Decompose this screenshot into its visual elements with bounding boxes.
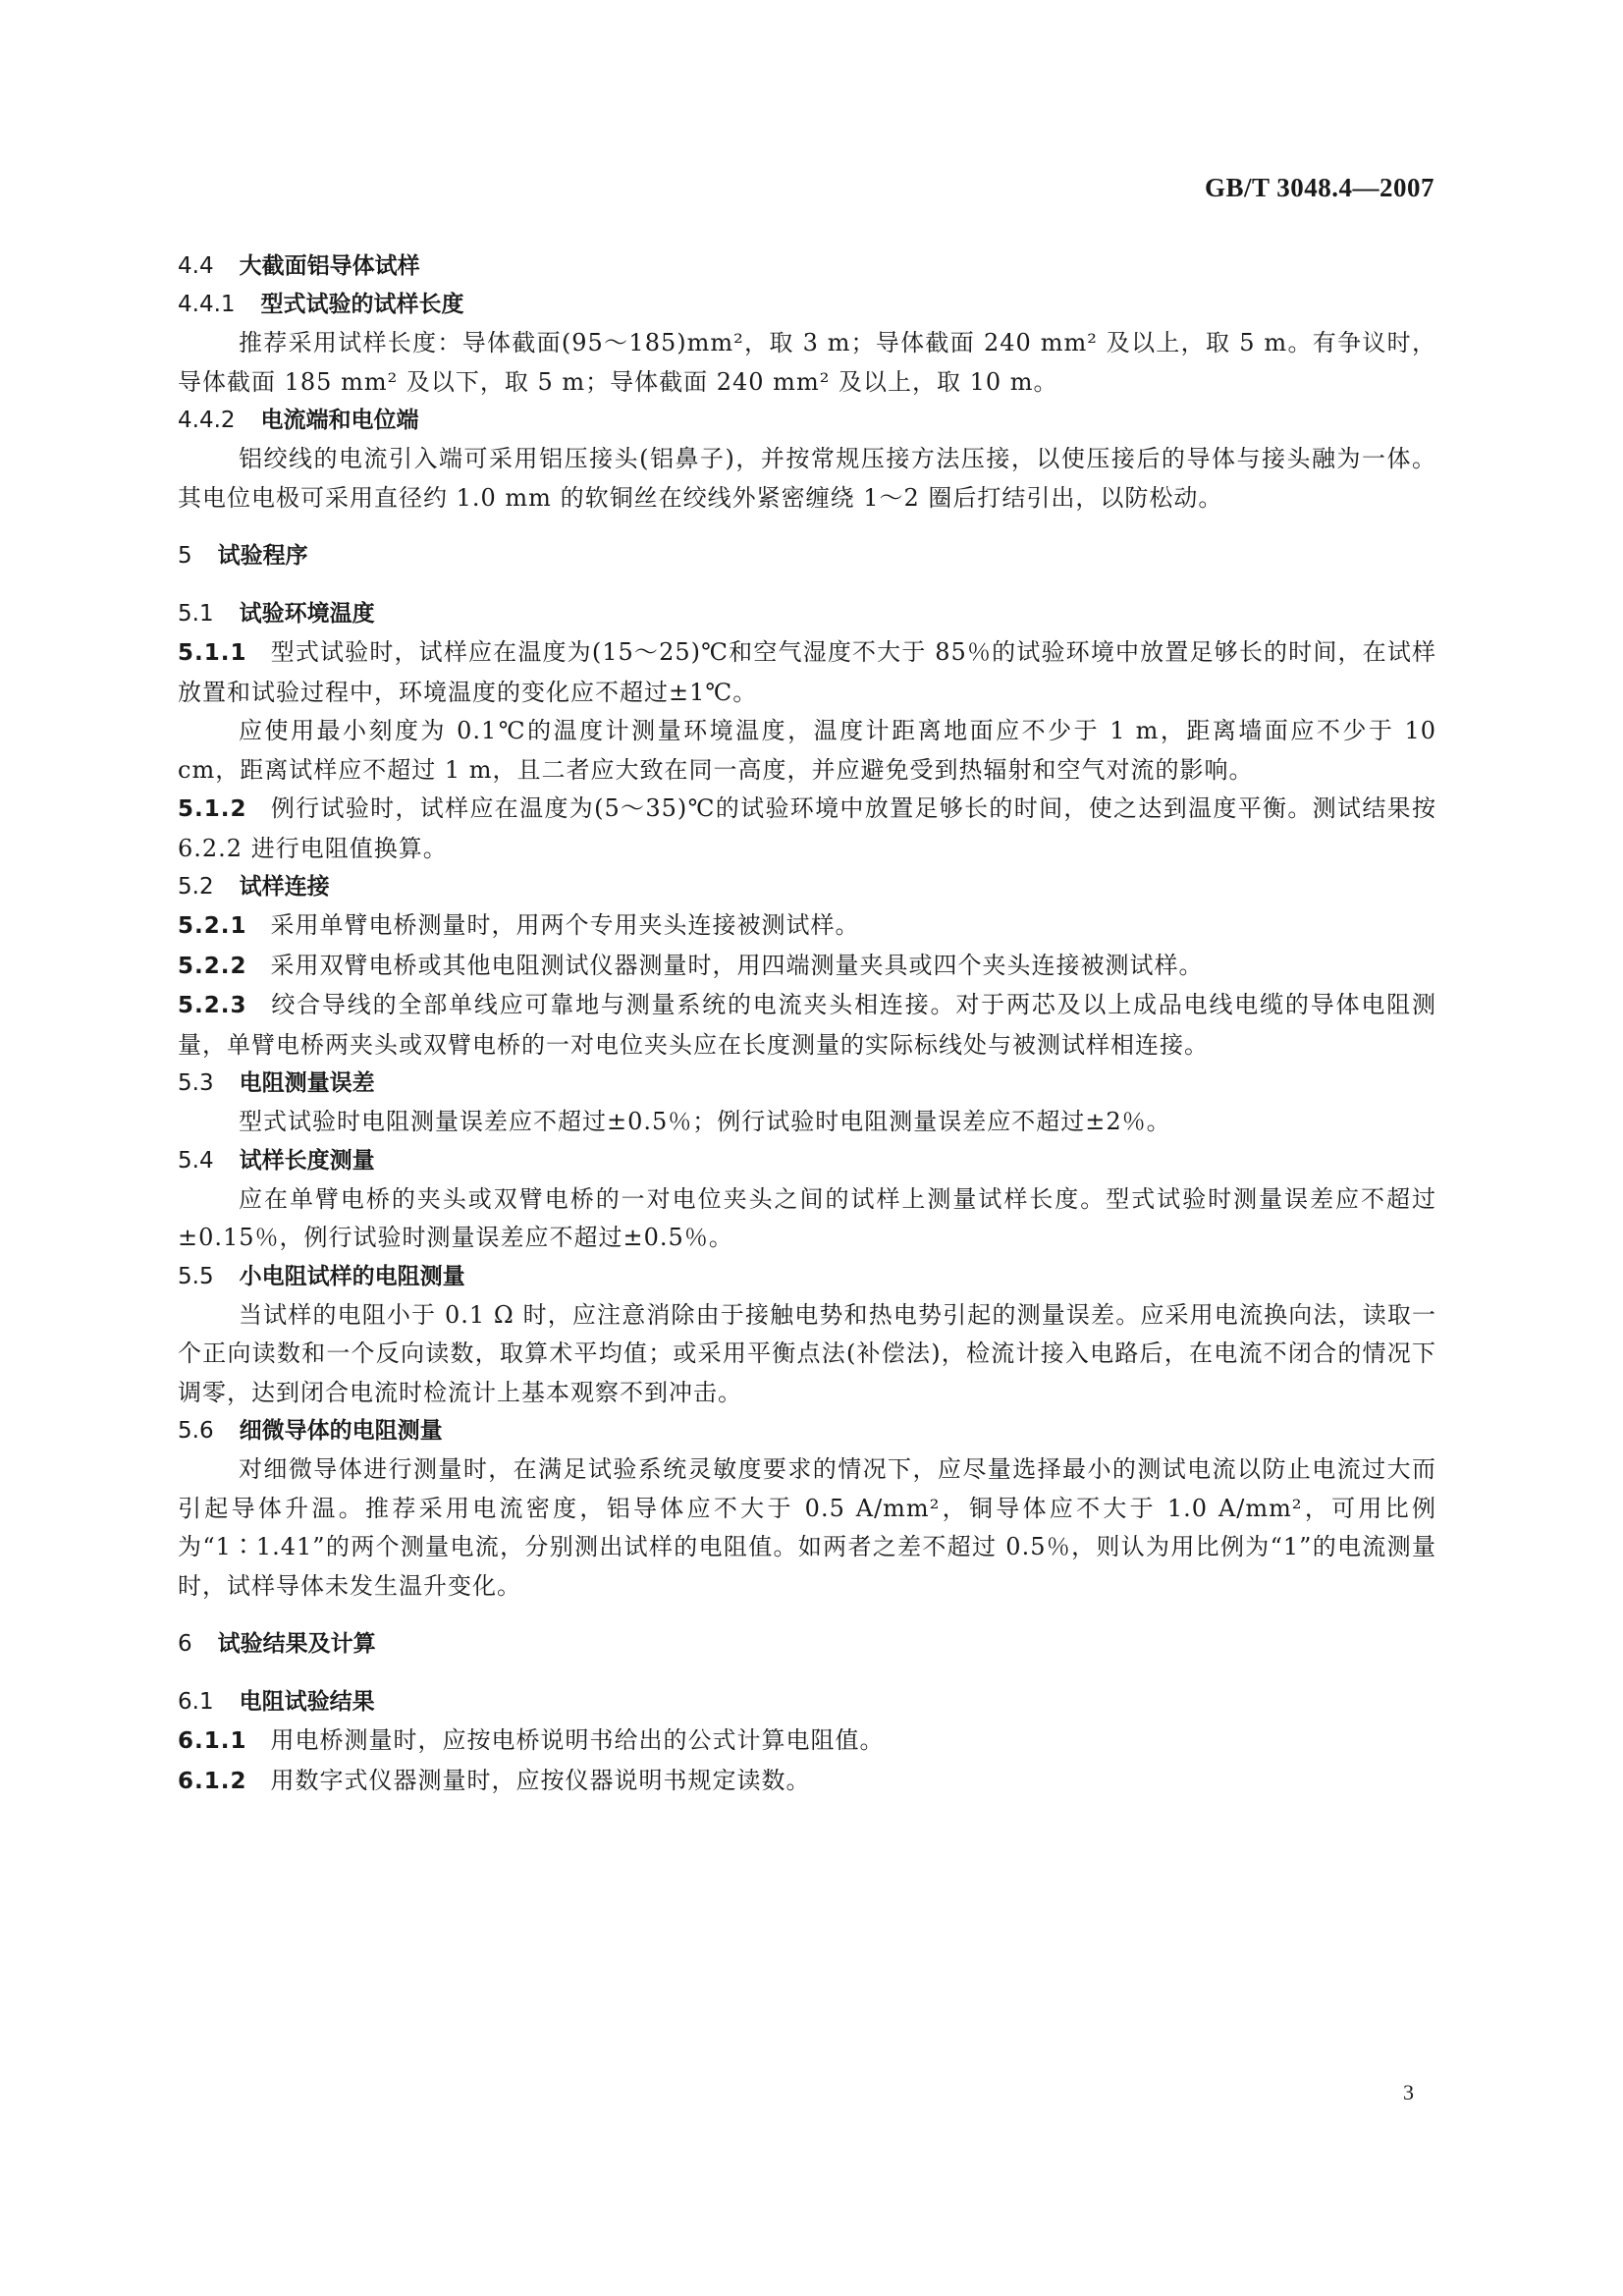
heading-title: 试样连接 bbox=[239, 874, 330, 900]
numbered-clause bbox=[178, 947, 1436, 987]
section-heading bbox=[178, 1625, 1436, 1664]
numbered-clause bbox=[178, 1762, 1436, 1802]
clause-number: 6.1.2 bbox=[178, 1768, 247, 1794]
heading-number: 5.1 bbox=[178, 601, 214, 627]
subsection-heading bbox=[178, 1412, 1436, 1450]
heading-title: 细微导体的电阻测量 bbox=[239, 1418, 443, 1444]
heading-title: 型式试验的试样长度 bbox=[260, 292, 464, 317]
heading-number: 6 bbox=[178, 1631, 192, 1657]
heading-title: 电阻测量误差 bbox=[239, 1070, 375, 1096]
heading-title: 大截面铝导体试样 bbox=[239, 253, 420, 279]
heading-title: 小电阻试样的电阻测量 bbox=[239, 1263, 465, 1289]
paragraph: 推荐采用试样长度：导体截面(95～185)mm²，取 3 m；导体截面 240 mm² 及以上，取 5 m。有争议时，导体截面 185 mm² 及以下，取 5 m；导体截面 240 mm² 及以上，取 10 m。 bbox=[178, 329, 1436, 396]
numbered-clause bbox=[178, 1722, 1436, 1762]
numbered-clause bbox=[178, 633, 1436, 712]
heading-title: 试验程序 bbox=[217, 543, 308, 569]
standard-code-header: GB/T 3048.4—2007 bbox=[1204, 173, 1434, 202]
subsection-heading bbox=[178, 1065, 1436, 1103]
clause-number: 6.1.1 bbox=[178, 1728, 247, 1754]
heading-title: 电流端和电位端 bbox=[260, 408, 419, 433]
subsection-heading bbox=[178, 1258, 1436, 1296]
subsection-heading bbox=[178, 247, 1436, 286]
heading-title: 电阻试验结果 bbox=[239, 1689, 375, 1715]
numbered-clause bbox=[178, 906, 1436, 947]
clause-text: 例行试验时，试样应在温度为(5～35)℃的试验环境中放置足够长的时间，使之达到温度平衡。测试结果按 6.2.2 进行电阻值换算。 bbox=[178, 794, 1436, 862]
page-number: 3 bbox=[1403, 2080, 1414, 2105]
subsection-heading bbox=[178, 286, 1436, 324]
paragraph: 型式试验时电阻测量误差应不超过±0.5％；例行试验时电阻测量误差应不超过±2％。 bbox=[239, 1108, 1171, 1135]
heading-number: 5.6 bbox=[178, 1418, 214, 1444]
document-body bbox=[178, 247, 1436, 1801]
heading-title: 试样长度测量 bbox=[239, 1147, 375, 1174]
paragraph: 应在单臂电桥的夹头或双臂电桥的一对电位夹头之间的试样上测量试样长度。型式试验时测量误差应不超过±0.15％，例行试验时测量误差应不超过±0.5％。 bbox=[178, 1184, 1436, 1251]
heading-number: 4.4 bbox=[178, 253, 214, 279]
heading-number: 4.4.1 bbox=[178, 292, 236, 317]
section-heading bbox=[178, 537, 1436, 575]
subsection-heading bbox=[178, 1142, 1436, 1180]
clause-text: 用数字式仪器测量时，应按仪器说明书规定读数。 bbox=[270, 1766, 811, 1794]
paragraph: 当试样的电阻小于 0.1 Ω 时，应注意消除由于接触电势和热电势引起的测量误差。应采用电流换向法，读取一个正向读数和一个反向读数，取算术平均值；或采用平衡点法(补偿法)，检流计接入电路后，在电流不闭合的情况下调零，达到闭合电流时检流计上基本观察不到冲击。 bbox=[178, 1300, 1436, 1406]
heading-number: 4.4.2 bbox=[178, 408, 236, 433]
subsection-heading bbox=[178, 595, 1436, 633]
clause-text: 采用单臂电桥测量时，用两个专用夹头连接被测试样。 bbox=[270, 911, 860, 939]
heading-title: 试验结果及计算 bbox=[217, 1631, 376, 1657]
heading-number: 5.3 bbox=[178, 1070, 214, 1096]
heading-number: 5.2 bbox=[178, 874, 214, 900]
subsection-heading bbox=[178, 1683, 1436, 1722]
heading-number: 6.1 bbox=[178, 1689, 214, 1715]
subsection-heading bbox=[178, 868, 1436, 906]
numbered-clause bbox=[178, 790, 1436, 868]
clause-text: 用电桥测量时，应按电桥说明书给出的公式计算电阻值。 bbox=[270, 1726, 885, 1754]
heading-number: 5.5 bbox=[178, 1263, 214, 1289]
clause-text: 型式试验时，试样应在温度为(15～25)℃和空气湿度不大于 85％的试验环境中放置足够长的时间，在试样放置和试验过程中，环境温度的变化应不超过±1℃。 bbox=[178, 638, 1436, 706]
clause-text: 绞合导线的全部单线应可靠地与测量系统的电流夹头相连接。对于两芯及以上成品电线电缆的导体电阻测量，单臂电桥两夹头或双臂电桥的一对电位夹头应在长度测量的实际标线处与被测试样相连接。 bbox=[178, 991, 1436, 1059]
clause-number: 5.1.2 bbox=[178, 796, 247, 822]
clause-number: 5.1.1 bbox=[178, 640, 247, 666]
clause-number: 5.2.2 bbox=[178, 953, 247, 979]
clause-text: 采用双臂电桥或其他电阻测试仪器测量时，用四端测量夹具或四个夹头连接被测试样。 bbox=[270, 951, 1204, 979]
heading-number: 5 bbox=[178, 543, 192, 569]
clause-number: 5.2.1 bbox=[178, 913, 247, 939]
paragraph: 对细微导体进行测量时，在满足试验系统灵敏度要求的情况下，应尽量选择最小的测试电流以防止电流过大而引起导体升温。推荐采用电流密度，铝导体应不大于 0.5 A/mm²，铜导体应不大于 1.0 A/mm²，可用比例为“1∶1.41”的两个测量电流，分别测出试样的电阻值。如两者之差不超过 0.5％，则认为用比例为“1”的电流测量时，试样导体未发生温升变化。 bbox=[178, 1455, 1436, 1600]
clause-number: 5.2.3 bbox=[178, 993, 247, 1018]
heading-number: 5.4 bbox=[178, 1147, 214, 1174]
numbered-clause bbox=[178, 986, 1436, 1065]
paragraph: 铝绞线的电流引入端可采用铝压接头(铝鼻子)，并按常规压接方法压接，以使压接后的导体与接头融为一体。其电位电极可采用直径约 1.0 mm 的软铜丝在绞线外紧密缠绕 1～2 圈后打结引出，以防松动。 bbox=[178, 445, 1436, 512]
heading-title: 试验环境温度 bbox=[239, 601, 375, 627]
subsection-heading bbox=[178, 402, 1436, 440]
paragraph: 应使用最小刻度为 0.1℃的温度计测量环境温度，温度计距离地面应不少于 1 m，距离墙面应不少于 10 cm，距离试样应不超过 1 m，且二者应大致在同一高度，并应避免受到热辐射和空气对流的影响。 bbox=[178, 717, 1436, 784]
